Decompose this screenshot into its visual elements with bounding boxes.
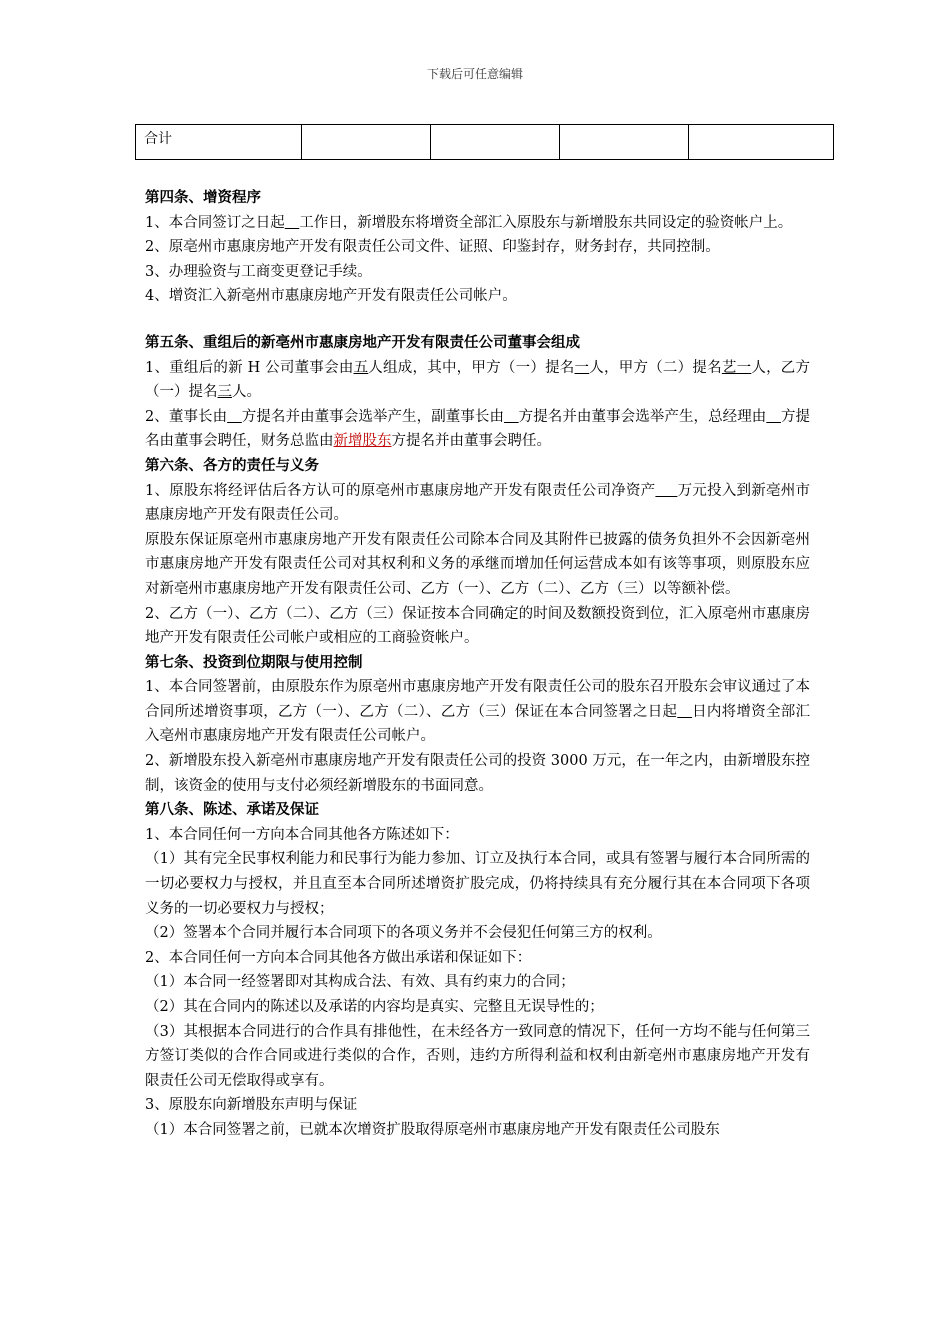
- summary-table: [135, 124, 834, 160]
- blank-field: [285, 215, 300, 231]
- section-8-paragraph-6: （2）其在合同内的陈述以及承诺的内容均是真实、完整且无误导性的；: [145, 999, 604, 1015]
- section-8-paragraph-8: 3、原股东向新增股东声明与保证: [145, 1097, 358, 1114]
- section-4-title: 第四条、增资程序: [145, 189, 261, 206]
- table-cell: [689, 125, 834, 160]
- section-4-paragraph-2: 2、原亳州市惠康房地产开发有限责任公司文件、证照、印鉴封存，财务封存，共同控制。: [145, 239, 720, 256]
- section-7-title: 第七条、投资到位期限与使用控制: [145, 653, 363, 671]
- section-4-paragraph-1: 1、本合同签订之日起 工作日，新增股东将增资全部汇入原股东与新增股东共同设定的验资帐户上。: [145, 214, 793, 231]
- blank-field: [655, 483, 677, 499]
- table-cell: [560, 125, 689, 160]
- document-body: [145, 186, 810, 1143]
- table-cell-total-label: 合计: [136, 125, 302, 160]
- section-5-paragraph-1: 1、重组后的新 H 公司董事会由五人组成，其中，甲方（一）提名一人，甲方（二）提名艺一人，乙方（一）提名三人。: [145, 359, 811, 401]
- table-row: [136, 125, 834, 160]
- section-6-title: 第六条、各方的责任与义务: [145, 456, 319, 474]
- section-8-paragraph-4: 2、本合同任何一方向本合同其他各方做出承诺和保证如下：: [145, 949, 532, 966]
- section-6-paragraph-1: 1、原股东将经评估后各方认可的原亳州市惠康房地产开发有限责任公司净资产 万元投入到新亳州市惠康房地产开发有限责任公司。: [145, 482, 810, 524]
- section-8-paragraph-9: （1）本合同签署之前，已就本次增资扩股取得原亳州市惠康房地产开发有限责任公司股东: [145, 1121, 720, 1138]
- section-6-paragraph-3: 2、乙方（一）、乙方（二）、乙方（三）保证按本合同确定的时间及数额投资到位，汇入原亳州市惠康房地产开发有限责任公司帐户或相应的工商验资帐户。: [145, 605, 810, 647]
- section-8-paragraph-7: （3）其根据本合同进行的合作具有排他性，在未经各方一致同意的情况下，任何一方均不能与任何第三方签订类似的合作合同或进行类似的合作，否则，违约方所得利益和权利由新亳州市惠康房地产开发有限责任公司无偿取得或享有。: [145, 1023, 810, 1089]
- table-cell: [431, 125, 560, 160]
- section-8-paragraph-2: （1）其有完全民事权利能力和民事行为能力参加、订立及执行本合同，或具有签署与履行本合同所需的一切必要权力与授权，并且直至本合同所述增资扩股完成，仍将持续具有充分履行其在本合同项下各项义务的一切必要权力与授权；: [145, 851, 810, 917]
- section-8-paragraph-5: （1）本合同一经签署即对其构成合法、有效、具有约束力的合同；: [145, 974, 575, 991]
- blank-field: [227, 409, 242, 425]
- section-5-paragraph-2: 2、董事长由 方提名并由董事会选举产生，副董事长由 方提名并由董事会选举产生，总经理由 方提名由董事会聘任，财务总监由新增股东方提名并由董事会聘任。: [145, 408, 811, 450]
- section-4-paragraph-4: 4、增资汇入新亳州市惠康房地产开发有限责任公司帐户。: [145, 288, 517, 305]
- section-8-title: 第八条、陈述、承诺及保证: [145, 801, 319, 819]
- blank-field: [677, 704, 692, 720]
- new-shareholder-link[interactable]: 新增股东: [333, 433, 392, 450]
- blank-field: [766, 409, 781, 425]
- blank-field: [504, 409, 519, 425]
- page-header: 下载后可任意编辑: [426, 67, 523, 81]
- section-5-title: 第五条、重组后的新亳州市惠康房地产开发有限责任公司董事会组成: [145, 333, 580, 351]
- section-7-paragraph-2: 2、新增股东投入新亳州市惠康房地产开发有限责任公司的投资 3000 万元，在一年之内，由新增股东控制，该资金的使用与支付必须经新增股东的书面同意。: [145, 753, 810, 794]
- section-8-paragraph-3: （2）签署本个合同并履行本合同项下的各项义务并不会侵犯任何第三方的权利。: [145, 925, 662, 942]
- table-cell: [302, 125, 431, 160]
- section-4-paragraph-3: 3、办理验资与工商变更登记手续。: [145, 263, 372, 280]
- section-6-paragraph-2: 原股东保证原亳州市惠康房地产开发有限责任公司除本合同及其附件已披露的债务负担外不会因新亳州市惠康房地产开发有限责任公司对其权利和义务的承继而增加任何运营成本如有该等事项，则原股东应对新亳州市惠康房地产开发有限责任公司、乙方（一）、乙方（二）、乙方（三）以等额补偿。: [145, 531, 810, 597]
- section-8-paragraph-1: 1、本合同任何一方向本合同其他各方陈述如下：: [145, 826, 459, 843]
- section-7-paragraph-1: 1、本合同签署前，由原股东作为原亳州市惠康房地产开发有限责任公司的股东召开股东会审议通过了本合同所述增资事项，乙方（一）、乙方（二）、乙方（三）保证在本合同签署之日起 日内将增资全部汇入亳州市惠康房地产开发有限责任公司帐户。: [145, 679, 811, 745]
